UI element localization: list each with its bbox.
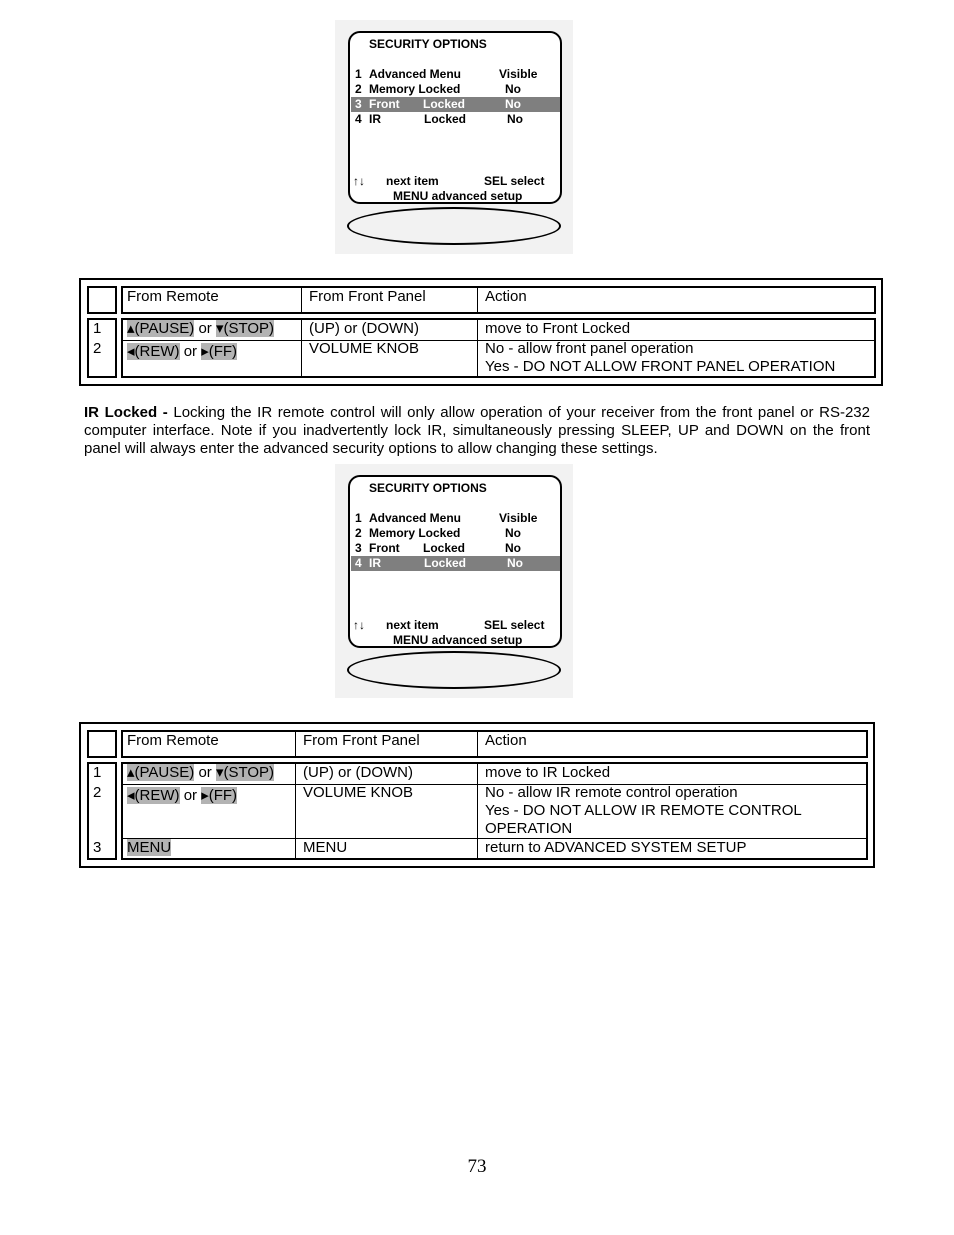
header-num-cell [87,730,117,758]
paragraph-lead: IR Locked - [84,404,168,421]
osd-footer: ↑↓ next item SEL select [353,174,545,188]
num-column [87,318,117,378]
osd-stand [347,207,561,245]
row-number: 3 [93,839,102,856]
osd-title: SECURITY OPTIONS [369,37,487,51]
panel-control: (UP) or (DOWN) [303,764,413,781]
page-number: 73 [467,1156,487,1177]
action-text: move to Front Locked [485,320,631,337]
action-text: Yes - DO NOT ALLOW IR REMOTE CONTROL [485,802,802,819]
osd-screen-ir-locked [335,464,573,698]
osd-row-selected: 4 IR Locked No [351,556,560,571]
action-text: No - allow front panel operation [485,340,694,357]
osd-row: 3 Front Locked No [355,541,521,555]
action-text: No - allow IR remote control operation [485,784,738,801]
osd-display [348,475,562,648]
panel-control: VOLUME KNOB [309,340,420,357]
osd-stand [347,651,561,689]
osd-screen-front-locked [335,20,573,254]
panel-control: (UP) or (DOWN) [309,320,419,337]
osd-footer-menu: MENU advanced setup [393,633,523,647]
osd-title: SECURITY OPTIONS [369,481,487,495]
osd-row: 2 Memory Locked No [355,526,521,540]
osd-row: 1 Advanced Menu Visible [355,67,538,81]
up-down-arrows-icon: ↑↓ [353,618,365,632]
control-table-ir [79,722,875,868]
osd-display [348,31,562,204]
action-text: return to ADVANCED SYSTEM SETUP [485,839,747,856]
osd-footer: ↑↓ next item SEL select [353,618,545,632]
osd-footer-menu: MENU advanced setup [393,189,523,203]
header-num-cell [87,286,117,314]
header-from-front-panel: From Front Panel [303,732,420,749]
remote-keys: ◂(REW) or ▸(FF) [127,343,238,360]
panel-control: MENU [303,839,348,856]
row-number: 2 [93,784,102,801]
row-number: 2 [93,340,102,357]
header-action: Action [485,288,527,305]
panel-control: VOLUME KNOB [303,784,414,801]
remote-keys: MENU [127,839,172,856]
remote-keys: ◂(REW) or ▸(FF) [127,787,238,804]
action-text: OPERATION [485,820,573,837]
osd-row: 2 Memory Locked No [355,82,521,96]
num-column [87,762,117,860]
action-text: move to IR Locked [485,764,611,781]
header-from-remote: From Remote [127,288,219,305]
header-from-remote: From Remote [127,732,219,749]
header-from-front-panel: From Front Panel [309,288,426,305]
header-action: Action [485,732,527,749]
osd-row: 4 IR Locked No [355,112,523,126]
row-number: 1 [93,320,102,337]
up-down-arrows-icon: ↑↓ [353,174,365,188]
action-text: Yes - DO NOT ALLOW FRONT PANEL OPERATION [485,358,836,375]
ir-locked-description: IR Locked - Locking the IR remote control will only allow operation of your receiver from the front panel or RS-232 computer interface. Note if you inadvertently lock IR, simultaneously pressing SLEEP, UP and DOWN on the front panel will always enter the advanced security options to allow changing these settings. [84,404,870,457]
row-number: 1 [93,764,102,781]
remote-keys: ▴(PAUSE) or ▾(STOP) [127,320,275,337]
osd-row: 1 Advanced Menu Visible [355,511,538,525]
control-table-front [79,278,883,386]
osd-row-selected: 3 Front Locked No [351,97,560,112]
remote-keys: ▴(PAUSE) or ▾(STOP) [127,764,275,781]
